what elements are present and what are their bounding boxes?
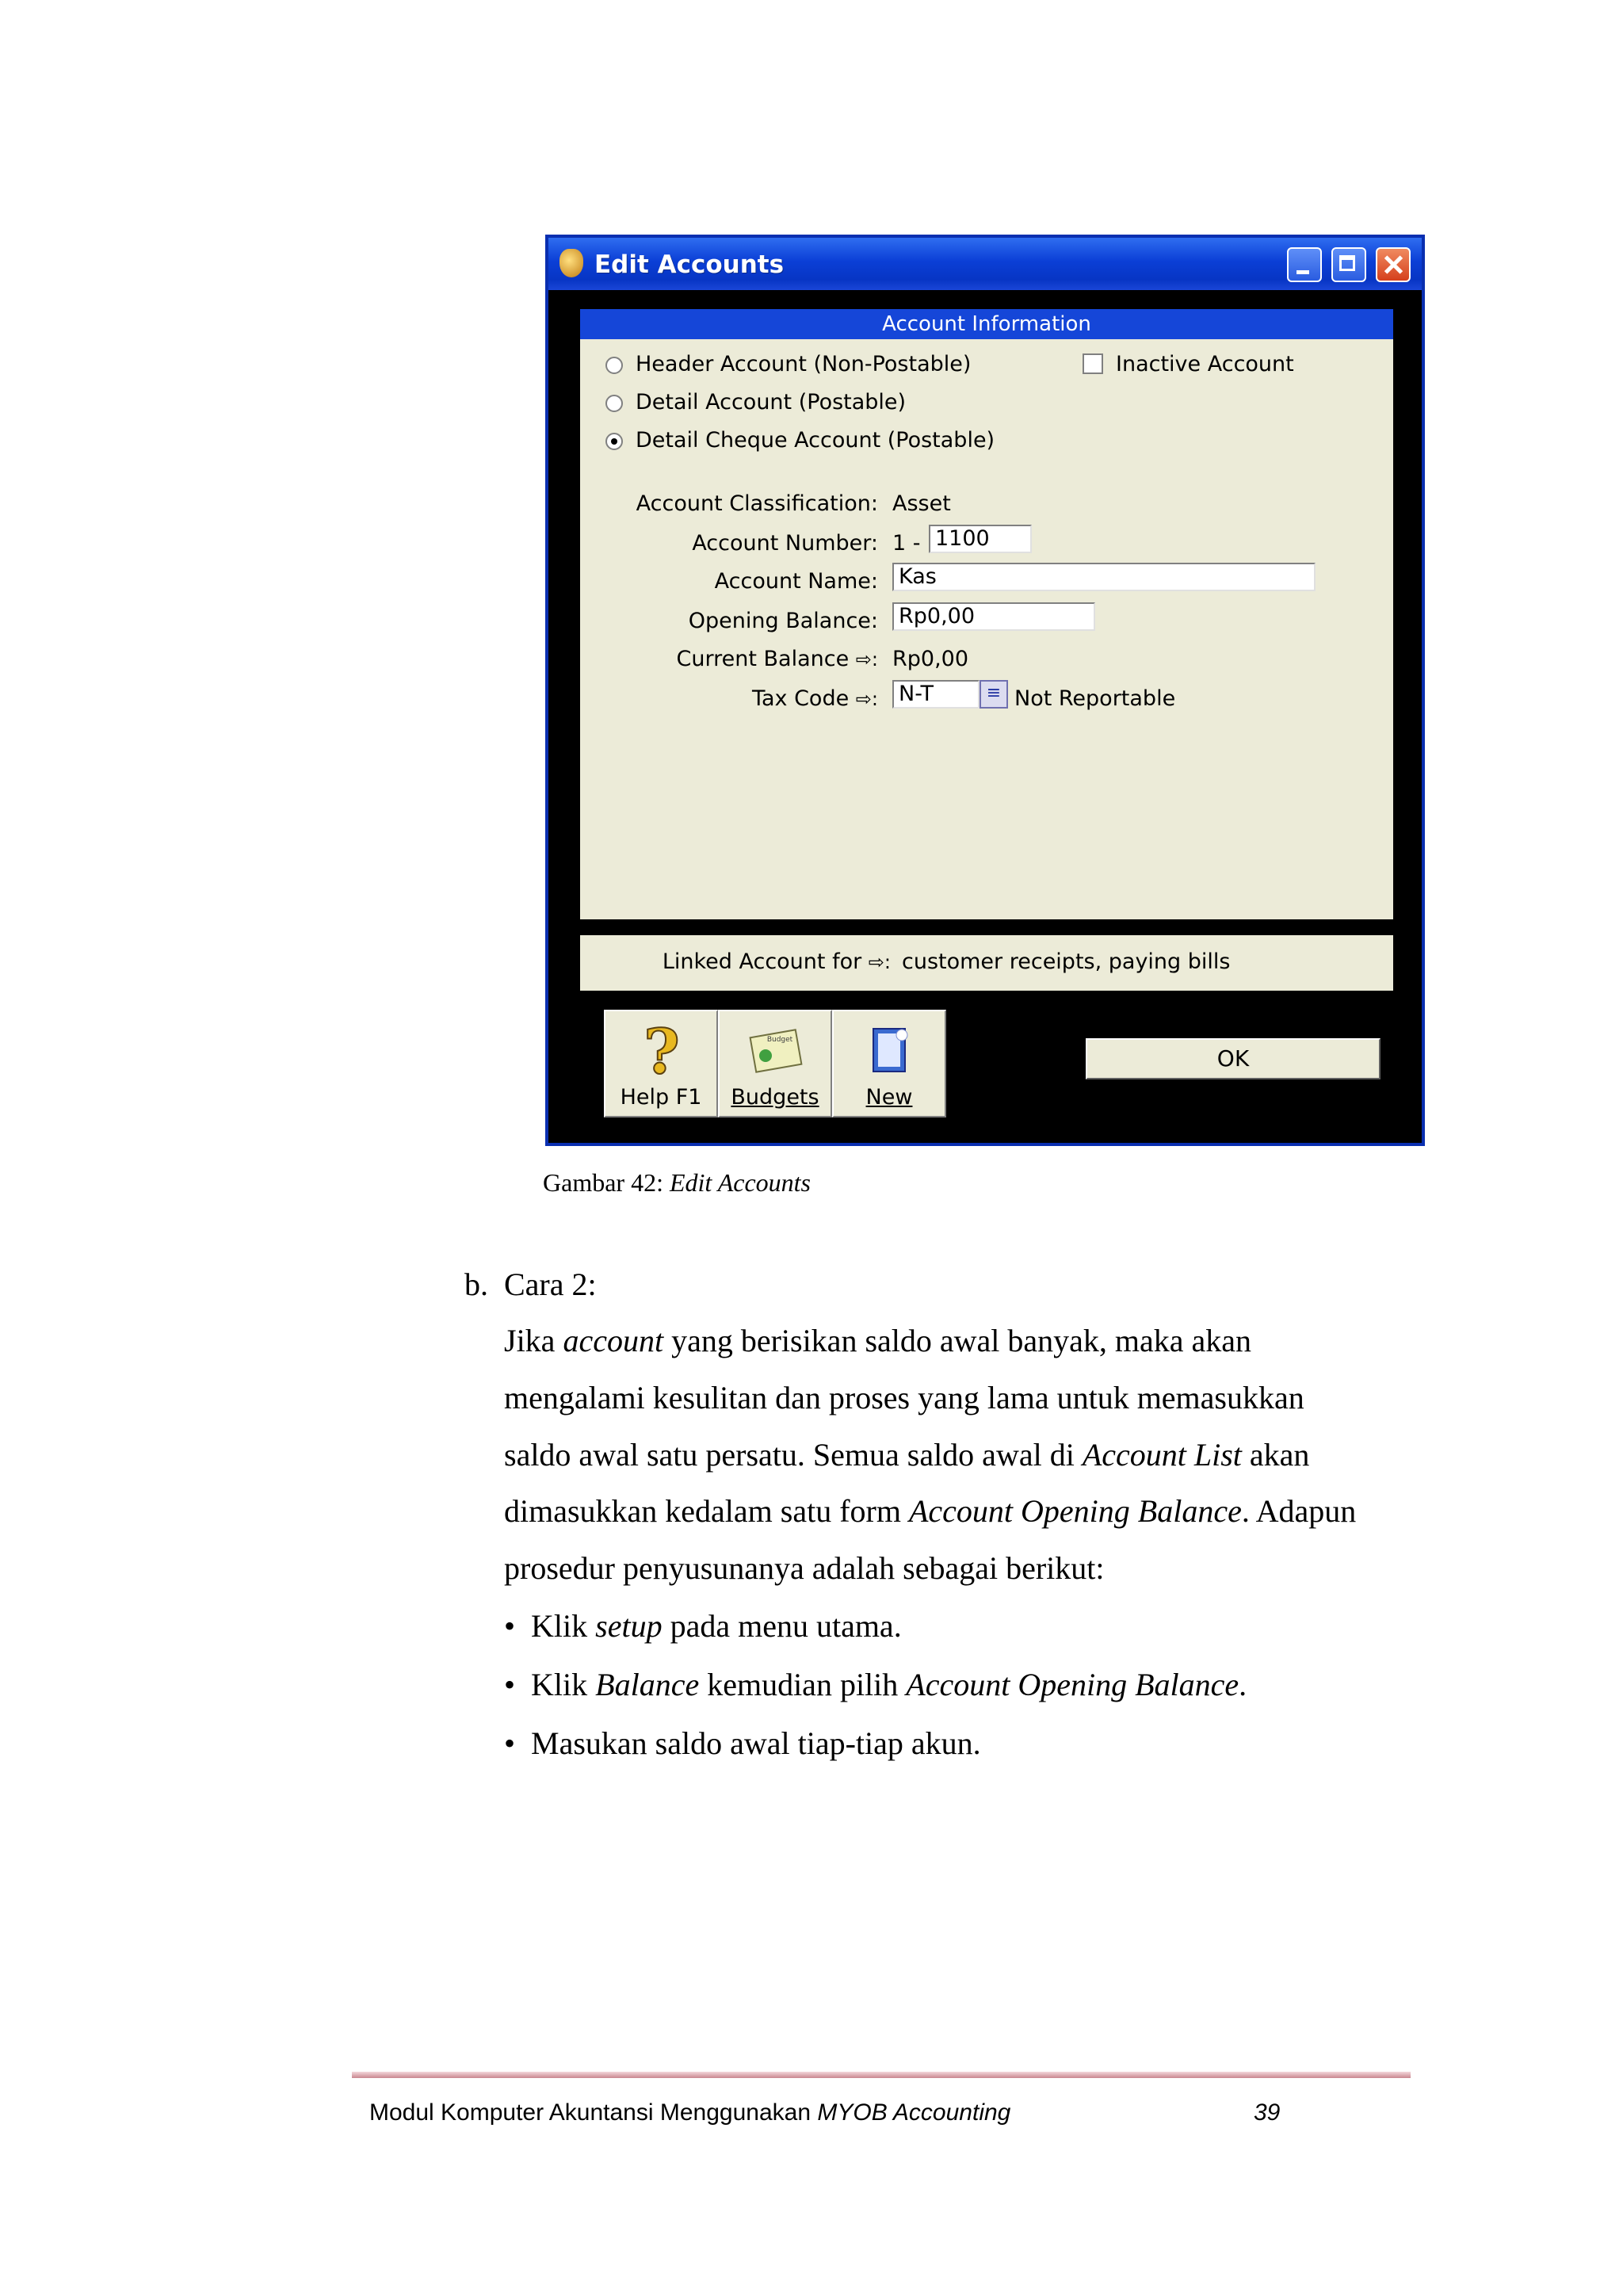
text: dimasukkan kedalam satu form [504,1493,909,1529]
bullet-icon: • [504,1667,516,1702]
detail-cheque-account-radio[interactable] [605,433,623,450]
new-button[interactable] [832,1010,946,1117]
text: . [1239,1667,1247,1702]
text-italic: Account List [1082,1437,1242,1473]
current-balance-value: Rp0,00 [892,647,969,671]
account-number-label: Account Number: [692,531,878,556]
detail-account-label: Detail Account (Postable) [636,390,907,415]
bullet-icon: • [504,1608,516,1644]
paragraph-line-5: prosedur penyusunanya adalah sebagai berikut: [504,1550,1105,1586]
text: Modul Komputer Akuntansi Menggunakan [369,2099,818,2126]
list-item [504,1725,981,1762]
zoom-arrow-icon[interactable]: ⇨: [868,951,891,973]
paragraph-line-3 [504,1436,1309,1473]
footer-divider [352,2072,1411,2078]
paragraph-line-4 [504,1492,1356,1530]
opening-balance-input[interactable]: Rp0,00 [892,602,1095,631]
current-balance-row [677,647,878,671]
list-dropdown-icon[interactable]: ≡ [980,680,1008,709]
linked-account-value: customer receipts, paying bills [902,949,1231,974]
text-italic: account [563,1323,664,1358]
linked-account-row [663,949,891,974]
help-button-label: Help F1 [620,1085,702,1110]
svg-text:Budget: Budget [766,1036,793,1044]
bullet-icon: • [504,1725,516,1761]
text: Jika [504,1323,563,1358]
list-item [504,1607,902,1645]
section-title: Cara 2: [504,1266,597,1302]
page-number: 39 [1254,2099,1281,2126]
paragraph-line-2: mengalami kesulitan dan proses yang lama untuk memasukkan [504,1380,1304,1415]
text: akan [1241,1437,1310,1473]
help-button[interactable] [604,1010,718,1117]
text-italic: setup [595,1608,663,1644]
opening-balance-label: Opening Balance: [688,609,878,633]
text: yang berisikan saldo awal banyak, maka akan [663,1323,1252,1358]
figure-caption [543,1168,811,1198]
account-number-prefix: 1 - [892,531,921,556]
zoom-arrow-icon[interactable]: ⇨: [855,648,878,670]
account-number-input[interactable]: 1100 [929,525,1032,553]
text: . Adapun [1241,1493,1357,1529]
text-italic: Balance [595,1667,700,1702]
account-information-panel [580,309,1393,919]
tax-code-row [752,686,878,711]
text-italic: MYOB Accounting [817,2099,1011,2126]
text: saldo awal satu persatu. Semua saldo awal di [504,1437,1083,1473]
classification-label: Account Classification: [636,491,878,516]
maximize-button[interactable] [1331,247,1366,282]
new-record-icon [862,1021,918,1081]
caption-title: Edit Accounts [669,1168,811,1197]
paragraph-line-1 [504,1322,1251,1359]
budgets-button-label: Budgets [731,1085,819,1110]
classification-value: Asset [892,491,951,516]
budgets-button[interactable] [718,1010,832,1117]
minimize-button[interactable] [1287,247,1322,282]
text: kemudian pilih [699,1667,907,1702]
edit-accounts-window [545,235,1425,1146]
text: Klik [531,1608,596,1644]
caption-prefix: Gambar 42: [543,1168,670,1197]
title-bar [548,238,1422,290]
footer-text [369,2099,1010,2126]
text-italic: Account Opening Balance [908,1493,1242,1529]
question-mark-icon [634,1021,689,1081]
detail-cheque-account-label: Detail Cheque Account (Postable) [636,428,995,453]
window-title: Edit Accounts [594,250,785,279]
budget-card-icon [748,1021,804,1081]
account-name-input[interactable]: Kas [892,563,1316,591]
section-header: Account Information [580,309,1393,339]
zoom-arrow-icon[interactable]: ⇨: [855,688,878,710]
linked-account-panel [580,935,1393,991]
list-item [504,1666,1247,1703]
svg-text:?: ? [643,1021,680,1081]
tax-code-description: Not Reportable [1014,686,1176,711]
current-balance-label: Current Balance [676,647,850,671]
app-icon [559,249,583,277]
detail-account-radio[interactable] [605,395,623,412]
tax-code-input[interactable]: N-T [892,680,980,709]
inactive-account-checkbox[interactable] [1083,353,1103,374]
linked-account-label: Linked Account for [662,949,862,974]
new-button-label: New [865,1085,913,1110]
text: Klik [531,1667,596,1702]
inactive-account-label: Inactive Account [1116,352,1294,376]
section-marker: b. [464,1266,488,1302]
tax-code-label: Tax Code [751,686,850,711]
account-name-label: Account Name: [714,569,878,594]
text-italic: Account Opening Balance [906,1667,1239,1702]
section-heading [464,1266,597,1303]
header-account-label: Header Account (Non-Postable) [636,352,972,376]
text: Masukan saldo awal tiap-tiap akun. [531,1725,981,1761]
ok-button[interactable]: OK [1086,1038,1381,1079]
text: pada menu utama. [662,1608,902,1644]
header-account-radio[interactable] [605,357,623,374]
close-button[interactable] [1376,247,1411,282]
